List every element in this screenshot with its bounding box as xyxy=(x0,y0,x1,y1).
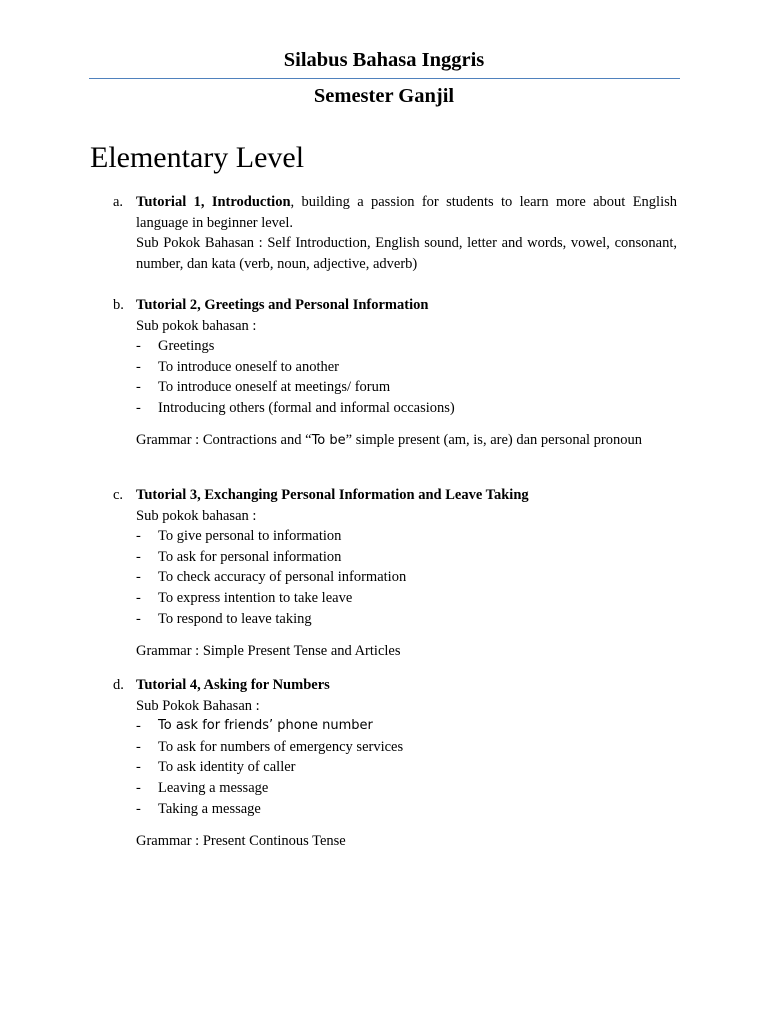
list-item-text: To ask for numbers of emergency services xyxy=(158,738,404,755)
tutorial-title: Tutorial 2, Greetings and Personal Information xyxy=(136,297,429,313)
bullet-dash: - xyxy=(136,759,141,776)
list-item xyxy=(136,357,677,378)
list-marker: b. xyxy=(113,297,124,313)
grammar-note: Grammar : Simple Present Tense and Articles xyxy=(136,643,401,659)
sub-topics-paragraph: Sub Pokok Bahasan : Self Introduction, English sound, letter and words, vowel, consonant, number, dan kata (verb, noun, adjective, adverb) xyxy=(136,235,677,272)
list-item xyxy=(136,377,677,398)
bullet-dash: - xyxy=(136,399,141,416)
list-item-text: Introducing others (formal and informal occasions) xyxy=(158,399,455,416)
bullet-dash: - xyxy=(136,738,141,755)
tutorial-description: , building a passion for students to learn more about English language in beginner level. xyxy=(136,194,678,231)
list-item xyxy=(136,398,677,419)
list-item-text: Taking a message xyxy=(158,800,261,817)
sub-topics-label: Sub pokok bahasan : xyxy=(136,317,257,334)
sub-topics-label: Sub Pokok Bahasan : xyxy=(136,697,260,714)
bullet-dash: - xyxy=(136,338,141,355)
tutorial-title: Tutorial 1, Introduction xyxy=(136,194,291,210)
list-item-text: To respond to leave taking xyxy=(158,610,312,627)
level-heading: Elementary Level xyxy=(90,141,305,174)
grammar-text: Grammar : Contractions and “ xyxy=(136,432,312,448)
bullet-dash: - xyxy=(136,718,141,735)
tutorial-intro-paragraph xyxy=(136,192,677,233)
list-item xyxy=(136,716,677,737)
list-item xyxy=(136,757,677,778)
bullet-dash: - xyxy=(136,358,141,375)
list-item-text: To introduce oneself to another xyxy=(158,358,339,375)
document-title: Silabus Bahasa Inggris xyxy=(283,49,485,71)
list-item xyxy=(136,547,677,568)
bullet-dash: - xyxy=(136,528,141,545)
bullet-dash: - xyxy=(136,610,141,627)
bullet-dash: - xyxy=(136,800,141,817)
sub-topics-label: Sub pokok bahasan : xyxy=(136,507,257,524)
grammar-text: ” simple present (am, is, are) dan personal pronoun xyxy=(345,432,642,448)
list-item-text: To ask for personal information xyxy=(158,548,342,565)
list-item-text: To ask identity of caller xyxy=(158,759,296,776)
bullet-dash: - xyxy=(136,589,141,606)
title-divider xyxy=(89,78,680,79)
list-item-text: Greetings xyxy=(158,338,215,355)
list-item-text: To ask for friends’ phone number xyxy=(158,718,373,734)
list-item xyxy=(136,336,677,357)
grammar-note xyxy=(136,430,642,452)
list-item-text: To give personal to information xyxy=(158,528,342,545)
list-marker: c. xyxy=(113,487,124,503)
document-subtitle: Semester Ganjil xyxy=(313,85,455,107)
list-item xyxy=(136,799,677,820)
bullet-dash: - xyxy=(136,779,141,796)
grammar-note: Grammar : Present Continous Tense xyxy=(136,833,346,849)
list-item xyxy=(136,737,677,758)
bullet-dash: - xyxy=(136,548,141,565)
list-item-text: To check accuracy of personal information xyxy=(158,569,407,586)
bullet-dash: - xyxy=(136,379,141,396)
bullet-dash: - xyxy=(136,569,141,586)
list-item-text: Leaving a message xyxy=(158,779,269,796)
list-item xyxy=(136,567,677,588)
list-marker: d. xyxy=(113,677,124,693)
list-item xyxy=(136,588,677,609)
list-item xyxy=(136,526,677,547)
list-item xyxy=(136,609,677,630)
tutorial-title: Tutorial 3, Exchanging Personal Information and Leave Taking xyxy=(136,487,529,503)
list-item-text: To introduce oneself at meetings/ forum xyxy=(158,379,391,396)
grammar-code: To be xyxy=(311,433,346,448)
list-marker: a. xyxy=(113,194,124,210)
list-item xyxy=(136,778,677,799)
tutorial-title: Tutorial 4, Asking for Numbers xyxy=(136,677,330,693)
list-item-text: To express intention to take leave xyxy=(158,589,353,606)
